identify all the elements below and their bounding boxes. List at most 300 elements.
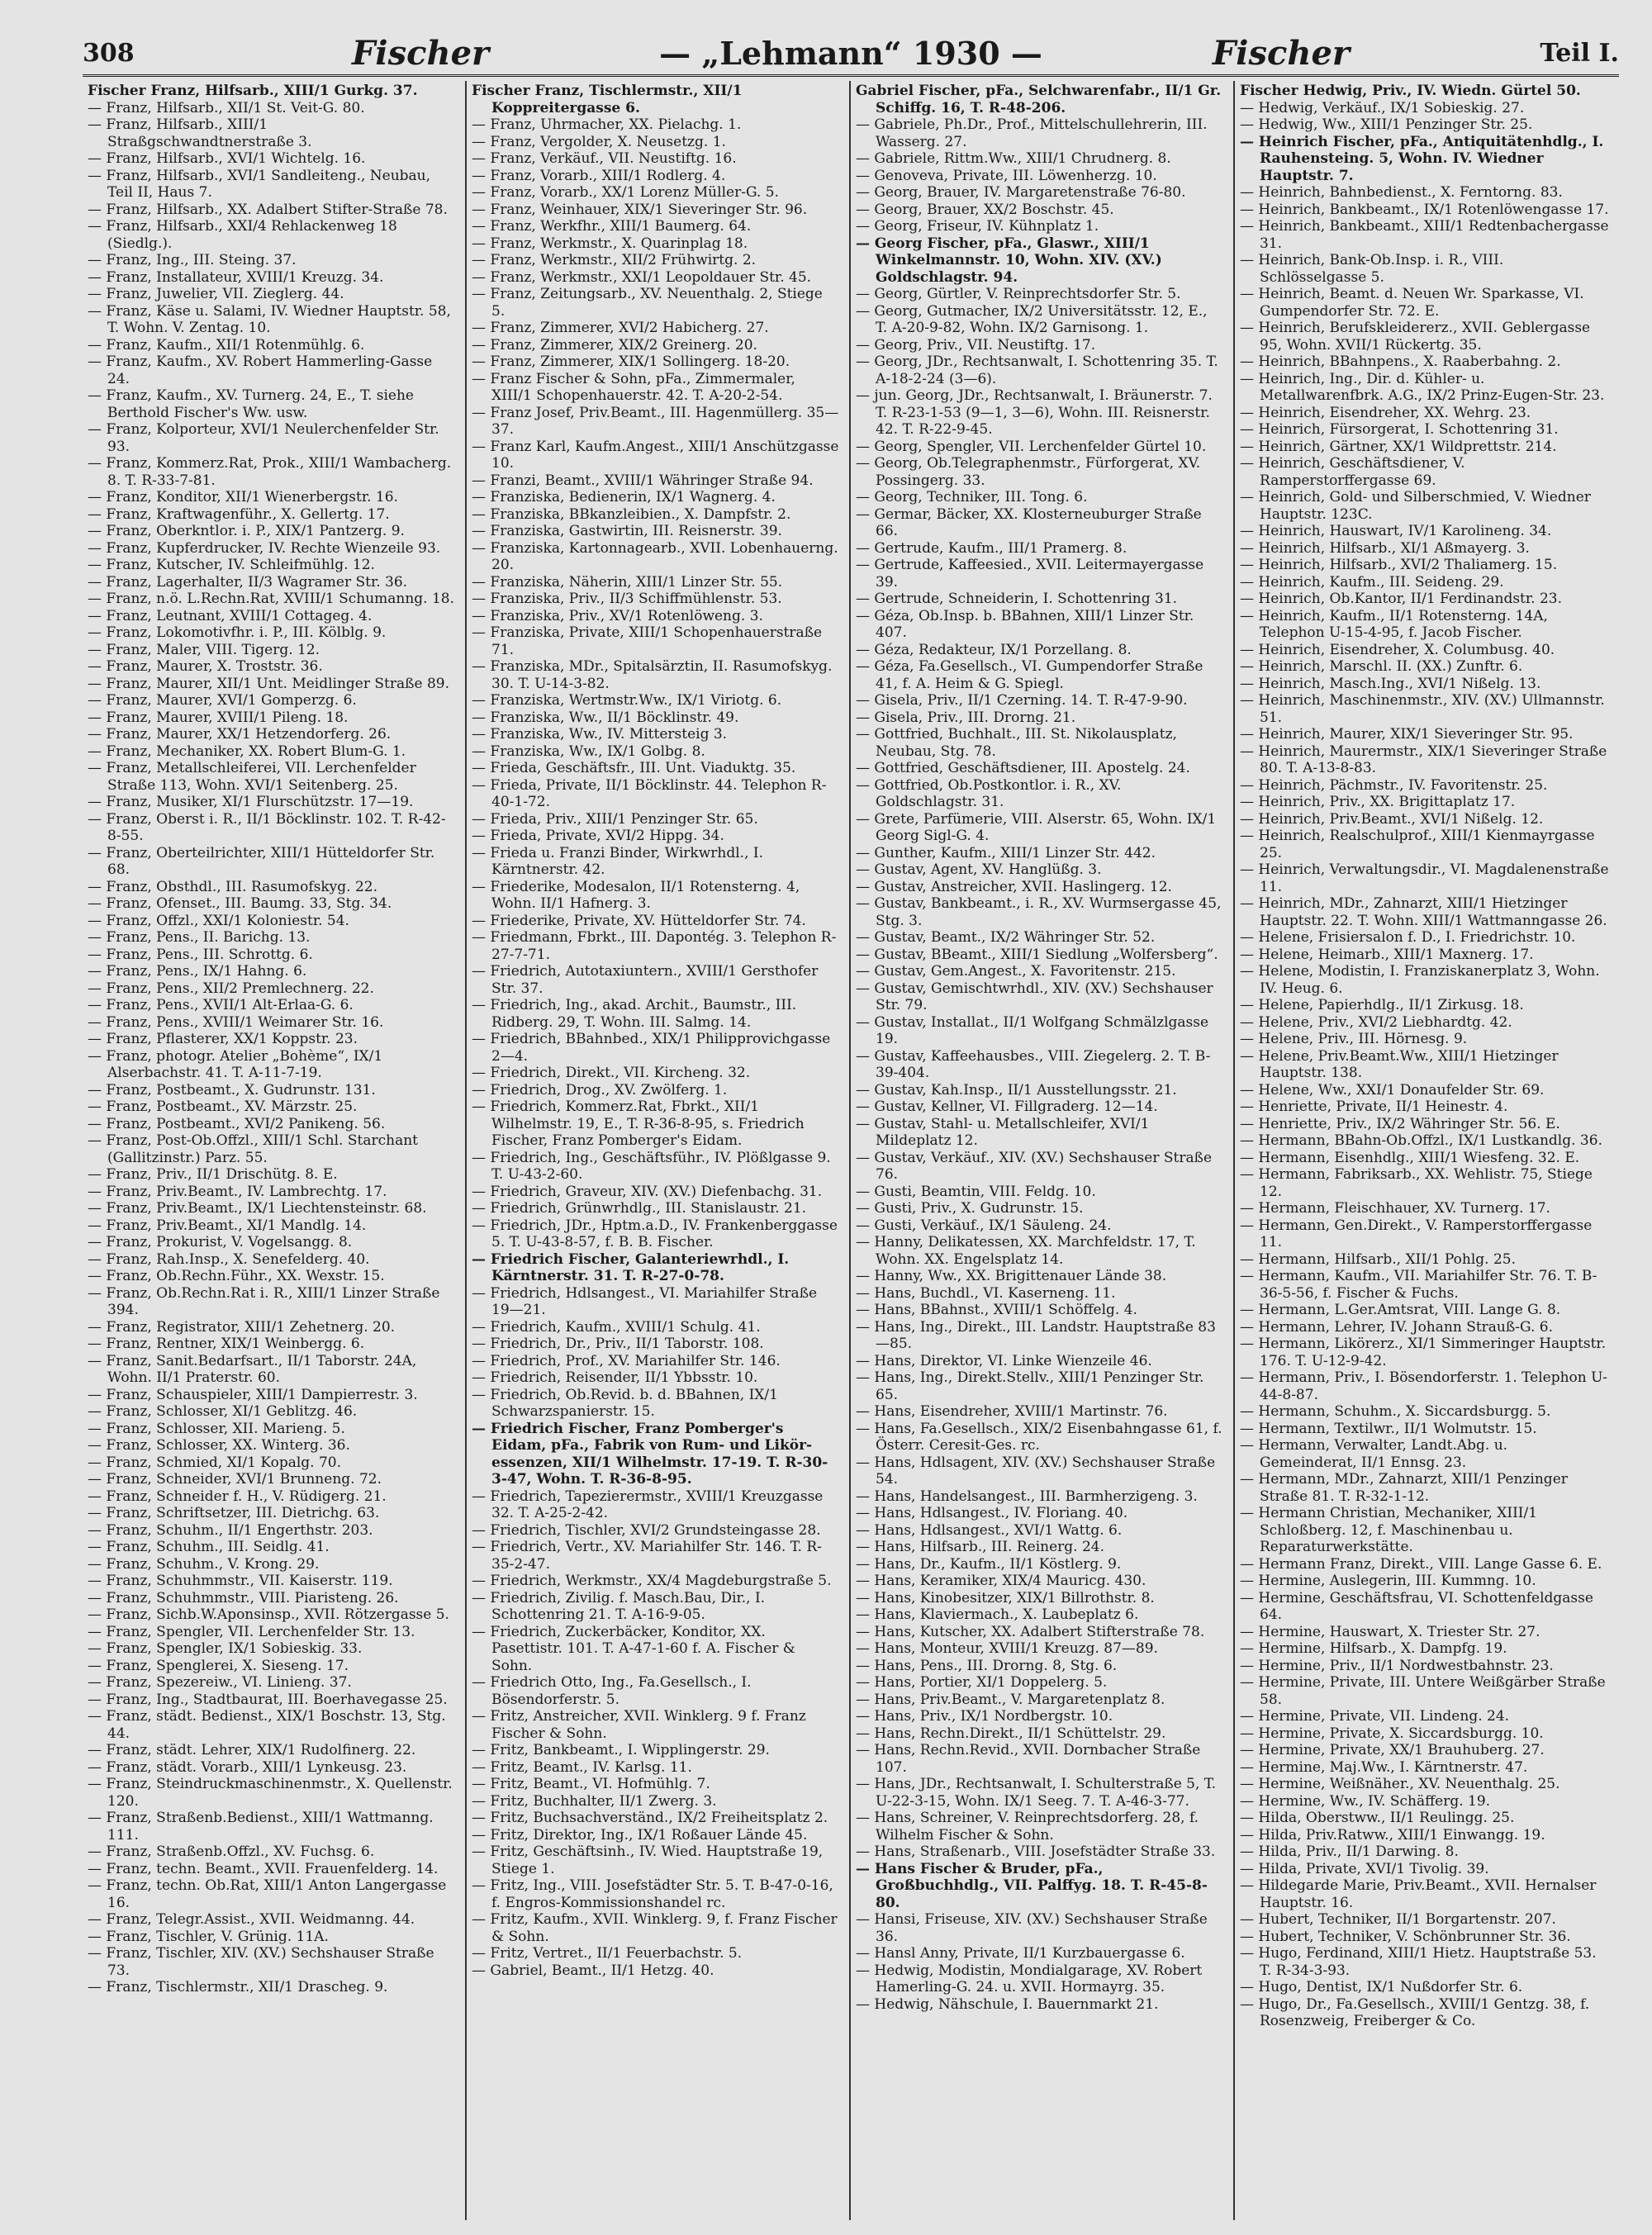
directory-entry: — Franz, Schuhm., V. Krong. 29. <box>88 1555 320 1573</box>
directory-entry: — Franzi, Beamt., XVIII/1 Währinger Straße 94. <box>472 472 814 489</box>
directory-entry: — Henriette, Priv., IX/2 Währinger Str. 56. E. <box>1240 1115 1560 1132</box>
directory-entry: — Franz, Schlosser, XX. Winterg. 36. <box>88 1437 350 1454</box>
directory-entry: — Franz, Steindruckmaschinenmstr., X. Quellenstr. 120. <box>88 1776 453 1810</box>
directory-entry: — Franz, Schneider, XVI/1 Brunneng. 72. <box>88 1471 382 1488</box>
directory-entry: — Franz, Hilfsarb., XX. Adalbert Stifter-Straße 78. <box>88 201 448 218</box>
directory-columns <box>83 81 1619 2220</box>
directory-entry: — Franz, Spengler, VII. Lerchenfelder Str. 13. <box>88 1623 415 1640</box>
directory-entry: — Hans, Kinobesitzer, XIX/1 Billrothstr. 8. <box>856 1589 1155 1606</box>
directory-entry: — Franz Karl, Kaufm.Angest., XIII/1 Anschützgasse 10. <box>472 438 839 472</box>
directory-entry: — Gustav, Kellner, VI. Fillgraderg. 12—14. <box>856 1099 1158 1115</box>
directory-entry: — Franz, Maler, VIII. Tigerg. 12. <box>88 641 320 658</box>
directory-entry: — Hermine, Priv., II/1 Nordwestbahnstr. 23. <box>1240 1657 1554 1674</box>
directory-entry: — Franz, Werkmstr., XXI/1 Leopoldauer Str. 45. <box>472 268 812 286</box>
directory-entry: — Franz, Leutnant, XVIII/1 Cottageg. 4. <box>88 607 373 624</box>
directory-entry: — Friedrich, Drog., XV. Zwölferg. 1. <box>472 1081 728 1099</box>
directory-entry: — Fritz, Beamt., VI. Hofmühlg. 7. <box>472 1776 710 1792</box>
directory-entry: — Gustav, Beamt., IX/2 Währinger Str. 52. <box>856 929 1156 946</box>
directory-entry: — Franz, Spezereiw., VI. Linieng. 37. <box>88 1674 352 1691</box>
directory-entry: — Georg Fischer, pFa., Glaswr., XIII/1 Winkelmannstr. 10, Wohn. XIV. (XV.) Goldschlagstr. 94. <box>856 235 1162 286</box>
directory-entry: — Franz, Straßenb.Bedienst., XIII/1 Wattmanng. 111. <box>88 1810 434 1844</box>
directory-entry: — Franz, Kupferdrucker, IV. Rechte Wienzeile 93. <box>88 539 441 557</box>
directory-entry: — Frieda u. Franzi Binder, Wirkwrhdl., I. Kärntnerstr. 42. <box>472 844 764 878</box>
page-number: 308 <box>83 38 135 68</box>
directory-entry: — Fritz, Direktor, Ing., IX/1 Roßauer Lände 45. <box>472 1826 808 1844</box>
directory-entry: — Gustav, Kah.Insp., II/1 Ausstellungsstr. 21. <box>856 1081 1177 1099</box>
directory-entry: — Franz, Spenglerei, X. Sieseng. 17. <box>88 1657 349 1674</box>
directory-entry: — Hedwig, Ww., XIII/1 Penzinger Str. 25. <box>1240 116 1533 133</box>
directory-entry: — Franz, Konditor, XII/1 Wienerbergstr. 16. <box>88 489 398 505</box>
directory-entry: — Hermine, Auslegerin, III. Kummng. 10. <box>1240 1573 1536 1589</box>
directory-entry: — Gustav, Agent, XV. Hanglüßg. 3. <box>856 861 1102 878</box>
directory-entry: — Heinrich, Ob.Kantor, II/1 Ferdinandstr. 23. <box>1240 591 1562 607</box>
directory-entry: — Hans, Kutscher, XX. Adalbert Stifterstraße 78. <box>856 1623 1205 1640</box>
directory-entry: — Franziska, Ww., IV. Mittersteig 3. <box>472 726 728 743</box>
directory-entry: — Gunther, Kaufm., XIII/1 Linzer Str. 442. <box>856 844 1156 861</box>
directory-entry: — Franz, Rah.Insp., X. Senefelderg. 40. <box>88 1250 370 1268</box>
directory-entry: — Friedrich, Tapezierermstr., XVIII/1 Kreuzgasse 32. T. A-25-2-42. <box>472 1488 824 1521</box>
directory-entry: — Hans, Direktor, VI. Linke Wienzeile 46. <box>856 1352 1152 1369</box>
directory-entry: — Hans, Monteur, XVIII/1 Kreuzg. 87—89. <box>856 1640 1158 1657</box>
directory-entry: — Henriette, Private, II/1 Heinestr. 4. <box>1240 1099 1508 1115</box>
directory-entry: — Franz, Schuhm., III. Seidlg. 41. <box>88 1539 330 1555</box>
column-3 <box>851 81 1235 2220</box>
directory-entry: — Franziska, Priv., II/3 Schiffmühlenstr. 53. <box>472 591 782 607</box>
directory-entry: — Frieda, Private, XVI/2 Hippg. 34. <box>472 828 724 844</box>
directory-entry: — Heinrich, Berufskleidererz., XVII. Geblergasse 95, Wohn. XVII/1 Rückertg. 35. <box>1240 320 1591 354</box>
directory-entry: — Hermann, Likörerz., XI/1 Simmeringer Hauptstr. 176. T. U-12-9-42. <box>1240 1336 1607 1369</box>
directory-entry: Fischer Franz, Tischlermstr., XII/1 Koppreitergasse 6. <box>472 83 743 116</box>
directory-entry: — Heinrich, Kaufm., II/1 Rotensterng. 14A, Telephon U-15-4-95, f. Jacob Fischer. <box>1240 607 1548 641</box>
directory-entry: — Franz, Ing., Stadtbaurat, III. Boerhavegasse 25. <box>88 1691 448 1708</box>
directory-entry: — Heinrich Fischer, pFa., Antiquitätenhdlg., I. Rauhensteing. 5, Wohn. IV. Wiedner Hauptstr. 7. <box>1240 133 1604 184</box>
directory-entry: — Franz, Kraftwagenführ., X. Gellertg. 17. <box>88 505 390 523</box>
directory-entry: — Gottfried, Ob.Postkontlor. i. R., XV. Goldschlagstr. 31. <box>856 776 1122 810</box>
directory-entry: — Franz, Kutscher, IV. Schleifmühlg. 12. <box>88 557 375 573</box>
directory-entry: — Franz, Pens., XVIII/1 Weimarer Str. 16. <box>88 1013 384 1031</box>
directory-entry: — Hans, Dr., Kaufm., II/1 Köstlerg. 9. <box>856 1555 1122 1573</box>
directory-entry: — Friedrich, Hdlsangest., VI. Mariahilfer Straße 19—21. <box>472 1284 818 1318</box>
directory-entry: — Franz, techn. Ob.Rat, XIII/1 Anton Langergasse 16. <box>88 1877 447 1911</box>
column-2 <box>467 81 851 2220</box>
directory-entry: — Hilda, Priv., II/1 Darwing. 8. <box>1240 1844 1459 1860</box>
directory-entry: — Friedrich, Reisender, II/1 Ybbsstr. 10. <box>472 1369 758 1386</box>
directory-entry: — Friedrich, JDr., Hptm.a.D., IV. Frankenberggasse 5. T. U-43-8-57, f. B. B. Fischer. <box>472 1217 838 1250</box>
directory-entry: — Franz, Oberkntlor. i. P., XIX/1 Pantzerg. 9. <box>88 523 405 539</box>
directory-entry: — Franziska, BBkanzleibien., X. Dampfstr. 2. <box>472 505 791 523</box>
directory-entry: — Heinrich, Bankbeamt., XIII/1 Redtenbachergasse 31. <box>1240 218 1609 252</box>
directory-entry: — Friedrich Fischer, Galanteriewrhdl., I. Kärntnerstr. 31. T. R-27-0-78. <box>472 1250 790 1284</box>
directory-entry: — Hermine, Ww., IV. Schäfferg. 19. <box>1240 1792 1491 1810</box>
directory-entry: — Hans, BBahnst., XVIII/1 Schöffelg. 4. <box>856 1302 1137 1318</box>
directory-entry: — Franz, Vergolder, X. Neusetzg. 1. <box>472 133 726 150</box>
directory-entry: — jun. Georg, JDr., Rechtsanwalt, I. Bräunerstr. 7. T. R-23-1-53 (9—1, 3—6), Wohn. III. Reisnerstr. 42. T. R-22-9-45. <box>856 387 1213 438</box>
directory-entry: — Georg, Ob.Telegraphenmstr., Fürforgerat, XV. Possingerg. 33. <box>856 455 1201 489</box>
directory-entry: — Heinrich, MDr., Zahnarzt, XIII/1 Hietzinger Hauptstr. 22. T. Wohn. XIII/1 Wattmanngasse 26. <box>1240 895 1607 929</box>
directory-entry: — Franz, Pens., III. Schrottg. 6. <box>88 946 313 963</box>
directory-entry: — Franz, Pens., XVII/1 Alt-Erlaa-G. 6. <box>88 997 354 1013</box>
directory-entry: — Franz, Prokurist, V. Vogelsangg. 8. <box>88 1234 353 1250</box>
directory-entry: — Franz, Registrator, XIII/1 Zehetnerg. 20. <box>88 1318 396 1336</box>
directory-entry: — Hans, Hdlsagent, XIV. (XV.) Sechshauser Straße 54. <box>856 1454 1216 1488</box>
directory-entry: — Hubert, Techniker, II/1 Borgartenstr. 207. <box>1240 1911 1556 1928</box>
directory-entry: — Hans, Priv., IX/1 Nordbergstr. 10. <box>856 1708 1113 1725</box>
directory-entry: — Friedrich, Autotaxiuntern., XVIII/1 Gersthofer Str. 37. <box>472 963 819 997</box>
directory-entry: — Franz, Postbeamt., XV. Märzstr. 25. <box>88 1099 358 1115</box>
directory-entry: — Franz, Juwelier, VII. Zieglerg. 44. <box>88 286 344 302</box>
directory-entry: — Franz, Hilfsarb., XII/1 St. Veit-G. 80. <box>88 99 365 116</box>
directory-entry: — Franz, Ob.Rechn.Rat i. R., XIII/1 Linzer Straße 394. <box>88 1284 440 1318</box>
directory-entry: — Franz, städt. Bedienst., XIX/1 Boschstr. 13, Stg. 44. <box>88 1708 446 1742</box>
directory-entry: — Franz, Zimmerer, XIX/2 Greinerg. 20. <box>472 336 757 354</box>
directory-entry: — Hermann Franz, Direkt., VIII. Lange Gasse 6. E. <box>1240 1555 1602 1573</box>
directory-entry: — Gustav, Stahl- u. Metallschleifer, XVI/1 Mildeplatz 12. <box>856 1115 1150 1149</box>
directory-entry: — Franz, Mechaniker, XX. Robert Blum-G. 1. <box>88 743 406 760</box>
directory-entry: — Franziska, Priv., XV/1 Rotenlöweng. 3. <box>472 607 763 624</box>
directory-entry: — Hermann, Eisenhdlg., XIII/1 Wiesfeng. 32. E. <box>1240 1149 1580 1166</box>
directory-entry: — Franz, Ofenset., III. Baumg. 33, Stg. 34. <box>88 895 392 912</box>
directory-entry: — Gertrude, Kaffeesied., XVII. Leitermayergasse 39. <box>856 557 1204 591</box>
directory-entry: — Franz, Straßenb.Offzl., XV. Fuchsg. 6. <box>88 1844 375 1860</box>
directory-entry: — Hermine, Private, VII. Lindeng. 24. <box>1240 1708 1510 1725</box>
directory-entry: — Franz, Maurer, XVIII/1 Pileng. 18. <box>88 709 349 726</box>
directory-entry: — Franz, Werkmstr., XII/2 Frühwirtg. 2. <box>472 252 757 268</box>
directory-entry: — Franz, Vorarb., XIII/1 Rodlerg. 4. <box>472 167 726 184</box>
directory-entry: — Franz, Tischler, XIV. (XV.) Sechshauser Straße 73. <box>88 1945 434 1979</box>
directory-entry: — Franz Josef, Priv.Beamt., III. Hagenmüllerg. 35—37. <box>472 404 839 438</box>
directory-entry: — Heinrich, Gold- und Silberschmied, V. Wiedner Hauptstr. 123C. <box>1240 489 1591 523</box>
directory-entry: — Heinrich, Priv.Beamt., XVI/1 Nißelg. 12. <box>1240 810 1544 828</box>
directory-entry: — Franziska, Näherin, XIII/1 Linzer Str. 55. <box>472 573 783 591</box>
directory-entry: — Géza, Fa.Gesellsch., VI. Gumpendorfer Straße 41, f. A. Heim & G. Spiegl. <box>856 658 1203 692</box>
directory-entry: — Franz, Spengler, IX/1 Sobieskig. 33. <box>88 1640 363 1657</box>
directory-entry: — Heinrich, Hilfsarb., XI/1 Aßmayerg. 3. <box>1240 539 1530 557</box>
directory-entry: — Friedrich, Kaufm., XVIII/1 Schulg. 41. <box>472 1318 761 1336</box>
column-4 <box>1235 81 1619 2220</box>
directory-entry: — Gustav, Bankbeamt., i. R., XV. Wurmsergasse 45, Stg. 3. <box>856 895 1222 929</box>
directory-entry: — Franziska, Wertmstr.Ww., IX/1 Viriotg. 6. <box>472 692 782 709</box>
directory-entry: — Hugo, Dr., Fa.Gesellsch., XVIII/1 Gentzg. 38, f. Rosenzweig, Freiberger & Co. <box>1240 1995 1590 2029</box>
directory-entry: — Friedrich, Werkmstr., XX/4 Magdeburgstraße 5. <box>472 1573 832 1589</box>
directory-entry: — Franz, Schneider f. H., V. Rüdigerg. 21. <box>88 1488 387 1505</box>
directory-entry: — Hans, Straßenarb., VIII. Josefstädter Straße 33. <box>856 1844 1216 1860</box>
directory-entry: — Fritz, Buchhalter, II/1 Zwerg. 3. <box>472 1792 717 1810</box>
directory-entry: — Friedrich, Vertr., XV. Mariahilfer Str. 146. T. R-35-2-47. <box>472 1539 822 1573</box>
directory-entry: — Fritz, Kaufm., XVII. Winklerg. 9, f. Franz Fischer & Sohn. <box>472 1911 838 1945</box>
directory-entry: — Gabriel, Beamt., II/1 Hetzg. 40. <box>472 1962 714 1979</box>
directory-entry: — Friedrich, Zuckerbäcker, Konditor, XX. Pasettistr. 101. T. A-47-1-60 f. A. Fischer & Sohn. <box>472 1623 795 1674</box>
directory-entry: — Gottfried, Geschäftsdiener, III. Apostelg. 24. <box>856 760 1190 776</box>
directory-entry: — Friedrich, Zivilig. f. Masch.Bau, Dir., I. Schottenring 21. T. A-16-9-05. <box>472 1589 766 1623</box>
directory-entry: — Franz, Telegr.Assist., XVII. Weidmanng. 44. <box>88 1911 415 1928</box>
directory-entry: — Hermann, Hilfsarb., XII/1 Pohlg. 25. <box>1240 1250 1517 1268</box>
directory-entry: — Friedrich, Ob.Revid. b. d. BBahnen, IX/1 Schwarzspanierstr. 15. <box>472 1386 778 1420</box>
directory-entry: — Georg, JDr., Rechtsanwalt, I. Schottenring 35. T. A-18-2-24 (3—6). <box>856 354 1218 387</box>
directory-entry: — Gertrude, Kaufm., III/1 Pramerg. 8. <box>856 539 1127 557</box>
directory-entry: — Fritz, Beamt., IV. Karlsg. 11. <box>472 1758 692 1776</box>
directory-entry: — Friedrich, Prof., XV. Mariahilfer Str. 146. <box>472 1352 781 1369</box>
directory-entry: — Franz, Musiker, XI/1 Flurschützstr. 17—19. <box>88 794 414 810</box>
directory-entry: — Georg, Gutmacher, IX/2 Universitätsstr. 12, E., T. A-20-9-82, Wohn. IX/2 Garnisong. 1. <box>856 302 1208 336</box>
directory-entry: — Hans, Eisendreher, XVIII/1 Martinstr. 76. <box>856 1403 1168 1420</box>
directory-entry: — Hermine, Weißnäher., XV. Neuenthalg. 25. <box>1240 1776 1560 1792</box>
directory-entry: — Gustav, Anstreicher, XVII. Haslingerg. 12. <box>856 878 1172 895</box>
directory-entry: — Franz, techn. Beamt., XVII. Frauenfelderg. 14. <box>88 1860 439 1877</box>
directory-entry: — Franz, Installateur, XVIII/1 Kreuzg. 34. <box>88 268 384 286</box>
directory-entry: — Hedwig, Nähschule, I. Bauernmarkt 21. <box>856 1995 1159 2013</box>
directory-entry: — Franz, Lokomotivfhr. i. P., III. Kölblg. 9. <box>88 624 387 641</box>
directory-entry: — Germar, Bäcker, XX. Klosterneuburger Straße 66. <box>856 505 1202 539</box>
directory-entry: — Franziska, Gastwirtin, III. Reisnerstr. 39. <box>472 523 782 539</box>
directory-entry: — Hans, Pens., III. Drorng. 8, Stg. 6. <box>856 1657 1118 1674</box>
directory-entry: — Franz, Oberteilrichter, XIII/1 Hütteldorfer Str. 68. <box>88 844 435 878</box>
directory-entry: — Hanny, Delikatessen, XX. Marchfeldstr. 17, T. Wohn. XX. Engelsplatz 14. <box>856 1234 1196 1268</box>
directory-entry: — Franz, Schauspieler, XIII/1 Dampierrestr. 3. <box>88 1386 418 1403</box>
directory-entry: — Friedrich, Dr., Priv., II/1 Taborstr. 108. <box>472 1336 764 1352</box>
directory-entry: — Heinrich, Bankbeamt., IX/1 Rotenlöwengasse 17. <box>1240 201 1609 218</box>
directory-entry: — Helene, Priv., III. Hörnesg. 9. <box>1240 1031 1468 1047</box>
directory-entry: — Hermann, Schuhm., X. Siccardsburgg. 5. <box>1240 1403 1551 1420</box>
directory-entry: — Helene, Priv., XVI/2 Liebhardtg. 42. <box>1240 1013 1512 1031</box>
directory-entry: — Hedwig, Verkäuf., IX/1 Sobieskig. 27. <box>1240 99 1525 116</box>
directory-entry: — Heinrich, Pächmstr., IV. Favoritenstr. 25. <box>1240 776 1548 794</box>
directory-entry: — Franz, Postbeamt., XVI/2 Panikeng. 56. <box>88 1115 386 1132</box>
directory-entry: — Gisela, Priv., III. Drorng. 21. <box>856 709 1076 726</box>
directory-entry: — Franziska, Ww., II/1 Böcklinstr. 49. <box>472 709 739 726</box>
directory-entry: — Gustav, Installat., II/1 Wolfgang Schmälzlgasse 19. <box>856 1013 1209 1047</box>
directory-entry: — Franz, Zimmerer, XIX/1 Sollingerg. 18-20. <box>472 354 790 370</box>
directory-entry: — Fritz, Anstreicher, XVII. Winklerg. 9 f. Franz Fischer & Sohn. <box>472 1708 806 1742</box>
directory-entry: — Franz, Schuhmmstr., VII. Kaiserstr. 119. <box>88 1573 393 1589</box>
directory-entry: — Franz, Priv.Beamt., XI/1 Mandlg. 14. <box>88 1217 367 1234</box>
directory-entry: — Franz, Priv.Beamt., IV. Lambrechtg. 17. <box>88 1183 387 1200</box>
directory-entry: — Heinrich, Ing., Dir. d. Kühler- u. Metallwarenfbrk. A.G., IX/2 Prinz-Eugen-Str. 23. <box>1240 370 1605 404</box>
directory-entry: — Georg, Gürtler, V. Reinprechtsdorfer Str. 5. <box>856 286 1181 302</box>
directory-entry: — Hermann, Fleischhauer, XV. Turnerg. 17. <box>1240 1200 1550 1217</box>
directory-entry: — Hermine, Maj.Ww., I. Kärntnerstr. 47. <box>1240 1758 1528 1776</box>
directory-entry: — Hans, Portier, XI/1 Doppelerg. 5. <box>856 1674 1108 1691</box>
directory-entry: — Gustav, Gemischtwrhdl., XIV. (XV.) Sechshauser Str. 79. <box>856 980 1213 1013</box>
directory-entry: — Franz, Obsthdl., III. Rasumofskyg. 22. <box>88 878 377 895</box>
directory-entry: — Franz, Uhrmacher, XX. Pielachg. 1. <box>472 116 742 133</box>
directory-entry: — Hedwig, Modistin, Mondialgarage, XV. Robert Hamerling-G. 24. u. XVII. Hormayrg. 35. <box>856 1962 1203 1995</box>
directory-entry: — Franz, Weinhauer, XIX/1 Sieveringer Str. 96. <box>472 201 808 218</box>
directory-entry: — Hermine, Hauswart, X. Triester Str. 27. <box>1240 1623 1540 1640</box>
directory-entry: — Hans, Fa.Gesellsch., XIX/2 Eisenbahngasse 61, f. Österr. Ceresit-Ges. rc. <box>856 1420 1222 1454</box>
directory-entry: — Hermann, Gen.Direkt., V. Ramperstorffergasse 11. <box>1240 1217 1593 1250</box>
directory-entry: — Gustav, Verkäuf., XIV. (XV.) Sechshauser Straße 76. <box>856 1149 1213 1183</box>
directory-entry: — Hermann, Fabriksarb., XX. Wehlistr. 75, Stiege 12. <box>1240 1166 1593 1200</box>
directory-entry: — Gisela, Priv., II/1 Czerning. 14. T. R-47-9-90. <box>856 692 1188 709</box>
directory-entry: — Hilda, Private, XVI/1 Tivolig. 39. <box>1240 1860 1489 1877</box>
directory-entry: — Hermine, Hilfsarb., X. Dampfg. 19. <box>1240 1640 1507 1657</box>
directory-entry: — Franz, Oberst i. R., II/1 Böcklinstr. 102. T. R-42-8-55. <box>88 810 446 844</box>
directory-entry: — Franz, Kolporteur, XVI/1 Neulerchenfelder Str. 93. <box>88 421 439 455</box>
directory-entry: — Fritz, Bankbeamt., I. Wipplingerstr. 29. <box>472 1742 770 1758</box>
directory-entry: — Friederike, Private, XV. Hütteldorfer Str. 74. <box>472 912 806 929</box>
directory-entry: — Hans, Rechn.Revid., XVII. Dornbacher Straße 107. <box>856 1742 1201 1776</box>
directory-entry: — Georg, Priv., VII. Neustiftg. 17. <box>856 336 1096 354</box>
header-left-name: Fischer <box>352 33 490 73</box>
directory-entry: — Hans, Buchdl., VI. Kaserneng. 11. <box>856 1284 1116 1302</box>
directory-entry: — Franz, Vorarb., XX/1 Lorenz Müller-G. 5. <box>472 184 779 201</box>
directory-entry: — Heinrich, Maurer, XIX/1 Sieveringer Str. 95. <box>1240 726 1574 743</box>
directory-entry: — Gabriele, Rittm.Ww., XIII/1 Chrudnerg. 8. <box>856 150 1171 167</box>
directory-entry: — Hermann, Lehrer, IV. Johann Strauß-G. 6. <box>1240 1318 1553 1336</box>
directory-entry: — Georg, Spengler, VII. Lerchenfelder Gürtel 10. <box>856 438 1207 455</box>
directory-entry: — Heinrich, Kaufm., III. Seideng. 29. <box>1240 573 1504 591</box>
directory-entry: — Hans, Hdlsangest., IV. Floriang. 40. <box>856 1505 1128 1521</box>
directory-entry: — Frieda, Priv., XIII/1 Penzinger Str. 65. <box>472 810 758 828</box>
directory-entry: — Hans, Handelsangest., III. Barmherzigeng. 3. <box>856 1488 1198 1505</box>
directory-entry: — Franz, städt. Vorarb., XIII/1 Lynkeusg. 23. <box>88 1758 407 1776</box>
directory-entry: — Franz, städt. Lehrer, XIX/1 Rudolfinerg. 22. <box>88 1742 416 1758</box>
directory-entry: — Franz, Werkfhr., XIII/1 Baumerg. 64. <box>472 218 752 235</box>
directory-entry: — Heinrich, Marschl. II. (XX.) Zunftr. 6. <box>1240 658 1523 675</box>
directory-entry: — Frieda, Geschäftsfr., III. Unt. Viaduktg. 35. <box>472 760 796 776</box>
directory-entry: — Heinrich, Masch.Ing., XVI/1 Nißelg. 13. <box>1240 675 1541 692</box>
directory-entry: — Franz, Kaufm., XV. Turnerg. 24, E., T. siehe Berthold Fischer's Ww. usw. <box>88 387 414 421</box>
directory-entry: — Hansi, Friseuse, XIV. (XV.) Sechshauser Straße 36. <box>856 1911 1208 1945</box>
directory-entry: — Friedrich, Direkt., VII. Kircheng. 32. <box>472 1065 751 1081</box>
directory-entry: — Géza, Redakteur, IX/1 Porzellang. 8. <box>856 641 1132 658</box>
directory-entry: — Hermann Christian, Mechaniker, XIII/1 Schloßberg. 12, f. Maschinenbau u. Reparaturwerkstätte. <box>1240 1505 1538 1555</box>
directory-entry: — Helene, Frisiersalon f. D., I. Friedrichstr. 10. <box>1240 929 1576 946</box>
directory-entry: — Heinrich, Hauswart, IV/1 Karolineng. 34. <box>1240 523 1552 539</box>
directory-entry: — Franz, Offzl., XXI/1 Koloniestr. 54. <box>88 912 349 929</box>
directory-entry: — Helene, Modistin, I. Franziskanerplatz 3, Wohn. IV. Heug. 6. <box>1240 963 1600 997</box>
directory-entry: — Franz, Ing., III. Steing. 37. <box>88 252 297 268</box>
directory-entry: — Franz, Ob.Rechn.Führ., XX. Wexstr. 15. <box>88 1268 385 1284</box>
directory-entry: — Franz, Pens., XII/2 Premlechnerg. 22. <box>88 980 374 997</box>
directory-entry: — Fritz, Buchsachverständ., IX/2 Freiheitsplatz 2. <box>472 1810 828 1826</box>
directory-entry: — Helene, Papierhdlg., II/1 Zirkusg. 18. <box>1240 997 1524 1013</box>
directory-entry: — Franz, Pflasterer, XX/1 Koppstr. 23. <box>88 1031 358 1047</box>
directory-entry: — Hermann, BBahn-Ob.Offzl., IX/1 Lustkandlg. 36. <box>1240 1132 1602 1149</box>
directory-entry: — Heinrich, Realschulprof., XIII/1 Kienmayrgasse 25. <box>1240 828 1595 861</box>
directory-entry: — Franz, Hilfsarb., XVI/1 Wichtelg. 16. <box>88 150 366 167</box>
directory-entry: — Heinrich, Eisendreher, XX. Wehrg. 23. <box>1240 404 1531 421</box>
directory-entry: — Hildegarde Marie, Priv.Beamt., XVII. Hernalser Hauptstr. 16. <box>1240 1877 1597 1911</box>
directory-entry: Gabriel Fischer, pFa., Selchwarenfabr., II/1 Gr. Schiffg. 16, T. R-48-206. <box>856 83 1222 116</box>
directory-entry: — Hans, Priv.Beamt., V. Margaretenplatz 8. <box>856 1691 1165 1708</box>
directory-entry: — Hans, Keramiker, XIX/4 Mauricg. 430. <box>856 1573 1146 1589</box>
directory-entry: — Hans, Ing., Direkt., III. Landstr. Hauptstraße 83—85. <box>856 1318 1216 1352</box>
directory-entry: — Franz, n.ö. L.Rechn.Rat, XVIII/1 Schumanng. 18. <box>88 591 455 607</box>
directory-entry: — Genoveva, Private, III. Löwenherzg. 10. <box>856 167 1157 184</box>
directory-entry: — Frieda, Private, II/1 Böcklinstr. 44. Telephon R-40-1-72. <box>472 776 827 810</box>
directory-entry: — Franz, Maurer, XII/1 Unt. Meidlinger Straße 89. <box>88 675 449 692</box>
directory-entry: — Hans Fischer & Bruder, pFa., Großbuchhdlg., VII. Palffyg. 18. T. R-45-8-80. <box>856 1860 1208 1911</box>
directory-entry: — Franz, Kaufm., XV. Robert Hammerling-Gasse 24. <box>88 354 433 387</box>
directory-entry: — Georg, Techniker, III. Tong. 6. <box>856 489 1088 505</box>
directory-entry: — Hermann, Textilwr., II/1 Wolmutstr. 15. <box>1240 1420 1537 1437</box>
directory-entry: — Géza, Ob.Insp. b. BBahnen, XIII/1 Linzer Str. 407. <box>856 607 1194 641</box>
directory-entry: — Franz Fischer & Sohn, pFa., Zimmermaler, XIII/1 Schopenhauerstr. 42. T. A-20-2-54. <box>472 370 795 404</box>
directory-entry: — Franz, Verkäuf., VII. Neustiftg. 16. <box>472 150 737 167</box>
directory-entry: — Friedrich, Kommerz.Rat, Fbrkt., XII/1 Wilhelmstr. 19, E., T. R-36-8-95, s. Friedrich Fischer, Franz Pomberger's Eidam. <box>472 1099 805 1149</box>
directory-entry: — Heinrich, Priv., XX. Brigittaplatz 17. <box>1240 794 1516 810</box>
directory-entry: — Hans, Klaviermach., X. Laubeplatz 6. <box>856 1606 1139 1623</box>
directory-entry: — Heinrich, Bahnbedienst., X. Ferntorng. 83. <box>1240 184 1563 201</box>
directory-entry: — Franz, Schlosser, XII. Marieng. 5. <box>88 1420 345 1437</box>
directory-entry: — Franziska, Ww., IX/1 Golbg. 8. <box>472 743 705 760</box>
directory-entry: — Gottfried, Buchhalt., III. St. Nikolausplatz, Neubau, Stg. 78. <box>856 726 1177 760</box>
directory-entry: — Franz, Schlosser, XI/1 Geblitzg. 46. <box>88 1403 358 1420</box>
directory-entry: — Hilda, Priv.Ratww., XIII/1 Einwangg. 19. <box>1240 1826 1545 1844</box>
directory-entry: — Franz, Priv.Beamt., IX/1 Liechtensteinstr. 68. <box>88 1200 427 1217</box>
directory-entry: — Friedmann, Fbrkt., III. Dapontég. 3. Telephon R-27-7-71. <box>472 929 837 963</box>
directory-entry: — Georg, Brauer, XX/2 Boschstr. 45. <box>856 201 1114 218</box>
header-volume-part: Teil I. <box>1540 38 1619 68</box>
directory-entry: — Hermine, Private, XX/1 Brauhuberg. 27. <box>1240 1742 1545 1758</box>
directory-entry: — Hans, Schreiner, V. Reinprechtsdorferg. 28, f. Wilhelm Fischer & Sohn. <box>856 1810 1199 1844</box>
directory-entry: — Franziska, Bedienerin, IX/1 Wagnerg. 4. <box>472 489 776 505</box>
directory-entry: — Friedrich, Tischler, XVI/2 Grundsteingasse 28. <box>472 1521 821 1539</box>
directory-entry: — Hansl Anny, Private, II/1 Kurzbauergasse 6. <box>856 1945 1185 1962</box>
directory-entry: — Hans, Rechn.Direkt., II/1 Schüttelstr. 29. <box>856 1725 1166 1742</box>
directory-entry: — Franz, Metallschleiferei, VII. Lerchenfelder Straße 113, Wohn. XVI/1 Seitenberg. 25. <box>88 760 416 794</box>
directory-entry: — Franz, Post-Ob.Offzl., XIII/1 Schl. Starchant (Gallitzinstr.) Parz. 55. <box>88 1132 418 1166</box>
directory-entry: — Fritz, Geschäftsinh., IV. Wied. Hauptstraße 19, Stiege 1. <box>472 1844 824 1877</box>
directory-entry: — Franz, Kommerz.Rat, Prok., XIII/1 Wambacherg. 8. T. R-33-7-81. <box>88 455 452 489</box>
directory-entry: — Gustav, BBeamt., XIII/1 Siedlung „Wolfersberg“. <box>856 946 1218 963</box>
directory-entry: — Franz, Kaufm., XII/1 Rotenmühlg. 6. <box>88 336 365 354</box>
directory-entry: — Franz, Tischler, V. Grünig. 11A. <box>88 1928 329 1945</box>
directory-entry: — Gustav, Gem.Angest., X. Favoritenstr. 215. <box>856 963 1176 980</box>
directory-entry: — Friedrich Fischer, Franz Pomberger's Eidam, pFa., Fabrik von Rum- und Likör-essenzen, XII/1 Wilhelmstr. 17-19. T. R-30-3-47, Wohn. T. R-36-8-95. <box>472 1420 828 1488</box>
directory-entry: — Franziska, Kartonnagearb., XVII. Lobenhauerng. 20. <box>472 539 838 573</box>
header-title: — „Lehmann“ 1930 — <box>659 34 1042 72</box>
directory-entry: — Heinrich, Maurermstr., XIX/1 Sieveringer Straße 80. T. A-13-8-83. <box>1240 743 1607 776</box>
directory-entry: — Franz, Rentner, XIX/1 Weinbergg. 6. <box>88 1336 365 1352</box>
directory-entry: — Franz, Pens., IX/1 Hahng. 6. <box>88 963 307 980</box>
directory-entry: — Friedrich, Ing., akad. Archit., Baumstr., III. Ridberg. 29, T. Wohn. III. Salmg. 14. <box>472 997 797 1031</box>
directory-entry: — Heinrich, Geschäftsdiener, V. Ramperstorffergasse 69. <box>1240 455 1465 489</box>
directory-entry: — Heinrich, Eisendreher, X. Columbusg. 40. <box>1240 641 1555 658</box>
directory-entry: — Franz, Hilfsarb., XXI/4 Rehlackenweg 18 (Siedlg.). <box>88 218 397 252</box>
directory-entry: — Franz, Schuhm., II/1 Engerthstr. 203. <box>88 1521 373 1539</box>
directory-entry: — Friedrich, Grünwrhdlg., III. Stanislaustr. 21. <box>472 1200 807 1217</box>
column-1 <box>83 81 467 2220</box>
directory-entry: — Franz, Hilfsarb., XIII/1 Straßgschwandtnerstraße 3. <box>88 116 312 150</box>
directory-entry: — Franz, Hilfsarb., XVI/1 Sandleiteng., Neubau, Teil II, Haus 7. <box>88 167 431 201</box>
directory-entry: — Hermann, Kaufm., VII. Mariahilfer Str. 76. T. B-36-5-56, f. Fischer & Fuchs. <box>1240 1268 1597 1302</box>
directory-entry: — Hans, Hilfsarb., III. Reinerg. 24. <box>856 1539 1105 1555</box>
directory-entry: — Hermann, MDr., Zahnarzt, XIII/1 Penzinger Straße 81. T. R-32-1-12. <box>1240 1471 1568 1505</box>
directory-entry: — Franz, Sichb.W.Aponsinsp., XVII. Rötzergasse 5. <box>88 1606 449 1623</box>
directory-entry: — Friedrich, Graveur, XIV. (XV.) Diefenbachg. 31. <box>472 1183 823 1200</box>
directory-entry: — Hans, Ing., Direkt.Stellv., XIII/1 Penzinger Str. 65. <box>856 1369 1204 1403</box>
directory-entry: — Hans, JDr., Rechtsanwalt, I. Schulterstraße 5, T. U-22-3-15, Wohn. IX/1 Seeg. 7. T. A-46-3-77. <box>856 1776 1217 1810</box>
directory-entry: — Heinrich, Bank-Ob.Insp. i. R., VIII. Schlösselgasse 5. <box>1240 252 1504 286</box>
directory-entry: — Franz, Schuhmmstr., VIII. Piaristeng. 26. <box>88 1589 399 1606</box>
directory-entry: — Heinrich, Fürsorgerat, I. Schottenring 31. <box>1240 421 1559 438</box>
directory-entry: — Hanny, Ww., XX. Brigittenauer Lände 38. <box>856 1268 1167 1284</box>
directory-entry: — Hilda, Oberstww., II/1 Reulingg. 25. <box>1240 1810 1515 1826</box>
directory-entry: — Franz, Postbeamt., X. Gudrunstr. 131. <box>88 1081 376 1099</box>
directory-entry: — Franz, Sanit.Bedarfsart., II/1 Taborstr. 24A, Wohn. II/1 Praterstr. 60. <box>88 1352 417 1386</box>
directory-entry: — Heinrich, Hilfsarb., XVI/2 Thaliamerg. 15. <box>1240 557 1558 573</box>
directory-entry: — Franz, Werkmstr., X. Quarinplag 18. <box>472 235 748 252</box>
directory-entry: — Gusti, Beamtin, VIII. Feldg. 10. <box>856 1183 1096 1200</box>
directory-entry: — Helene, Priv.Beamt.Ww., XIII/1 Hietzinger Hauptstr. 138. <box>1240 1047 1559 1081</box>
directory-entry: — Hermann, Verwalter, Landt.Abg. u. Gemeinderat, II/1 Ennsg. 23. <box>1240 1437 1508 1471</box>
directory-entry: — Franziska, Private, XIII/1 Schopenhauerstraße 71. <box>472 624 823 658</box>
directory-entry: — Heinrich, BBahnpens., X. Raaberbahng. 2. <box>1240 354 1561 370</box>
directory-entry: — Franz, Zeitungsarb., XV. Neuenthalg. 2, Stiege 5. <box>472 286 823 320</box>
directory-entry: — Franz, Pens., II. Barichg. 13. <box>88 929 311 946</box>
